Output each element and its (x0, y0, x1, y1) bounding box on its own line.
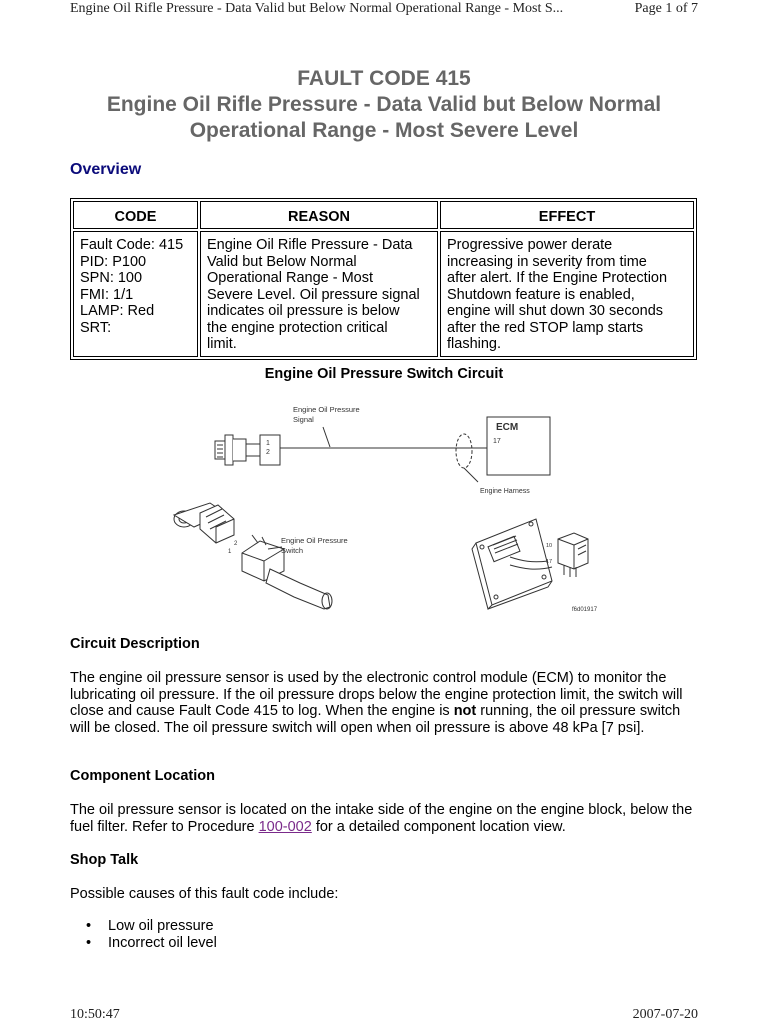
circuit-description-heading: Circuit Description (70, 636, 200, 652)
module-pin-top-label: 10 (546, 543, 553, 549)
possible-causes-list (70, 918, 217, 952)
table-header-row (73, 201, 694, 229)
effect-line: increasing in severity from time (447, 253, 647, 270)
code-line: Fault Code: 415 (80, 237, 184, 253)
print-date: 2007-07-20 (632, 1007, 698, 1022)
document-title (70, 66, 698, 144)
shop-talk-heading: Shop Talk (70, 852, 139, 868)
list-item: • Low oil pressure (70, 918, 217, 935)
overview-heading: Overview (70, 161, 142, 178)
signal-label-line-1: Engine Oil Pressure (293, 405, 360, 414)
reason-cell (200, 231, 438, 357)
circuit-description-text (70, 670, 700, 736)
code-line: LAMP: Red (80, 303, 155, 319)
reason-line: the engine protection critical (207, 319, 388, 336)
component-location-text-part-1: The oil pressure sensor is located on the intake side of the engine on the engine block, below the fuel filter. Refer to Procedure (70, 802, 693, 835)
print-footer (0, 1007, 768, 1024)
effect-line: engine will shut down 30 seconds (447, 303, 664, 319)
connector-pin-1-label: 1 (266, 440, 270, 447)
reason-line: Severe Level. Oil pressure signal (207, 286, 420, 303)
emphasis-not: not (453, 703, 477, 719)
reason-line: Operational Range - Most (207, 270, 374, 286)
print-time: 10:50:47 (70, 1007, 120, 1022)
reason-line: indicates oil pressure is below (207, 303, 400, 319)
effect-line: Shutdown feature is enabled, (447, 286, 635, 303)
circuit-description-text-part-1: The engine oil pressure sensor is used by the electronic control module (ECM) to monitor the lubricating oil pressure. If the oil pressure drops below the engine protection limit, the switch will close and cause Fault Code 415 to log. When the engine is (70, 670, 683, 719)
connector-pin-2-label: 2 (266, 449, 270, 456)
harness-ellipse (456, 434, 472, 468)
fault-code-title: FAULT CODE 415 (297, 67, 471, 90)
reason-line: limit. (207, 336, 237, 352)
shop-talk-intro: Possible causes of this fault code include: (70, 886, 339, 902)
reason-line: Engine Oil Rifle Pressure - Data (207, 237, 413, 253)
pressure-switch-part-illustration (174, 503, 238, 555)
column-header-reason: REASON (200, 201, 438, 229)
part-pin-2-label: 2 (234, 541, 238, 547)
diagram-caption: Engine Oil Pressure Switch Circuit (264, 366, 504, 382)
print-header-title: Engine Oil Rifle Pressure - Data Valid but Below Normal Operational Range - Most S... (70, 1, 564, 16)
fault-code-table (70, 198, 697, 360)
ecm-connector-illustration (546, 533, 588, 577)
code-cell (73, 231, 198, 357)
figure-id: f6d01917 (572, 607, 598, 613)
code-line: FMI: 1/1 (80, 286, 134, 303)
list-item: • Incorrect oil level (70, 935, 217, 952)
sensor-symbol (215, 435, 260, 465)
code-line: SPN: 100 (80, 270, 143, 286)
harness-leader-line (464, 468, 478, 482)
oil-pressure-switch-circuit-diagram (160, 395, 620, 620)
fault-title-line-3: Operational Range - Most Severe Level (189, 119, 579, 142)
component-location-text-part-2: for a detailed component location view. (311, 818, 566, 835)
circuit-description-text-part-2: running, the oil pressure switch will be closed. The oil pressure switch will open when oil pressure is above 48 kPa [7 psi]. (70, 703, 681, 736)
print-header (0, 0, 768, 20)
code-line: PID: P100 (80, 253, 147, 270)
effect-line: flashing. (447, 336, 502, 352)
effect-line: after the red STOP lamp starts (447, 319, 644, 336)
effect-line: after alert. If the Engine Protection (447, 270, 668, 286)
component-location-text (70, 802, 700, 835)
fault-title-line-2: Engine Oil Rifle Pressure - Data Valid but Below Normal (106, 93, 662, 116)
sensor-connector (260, 435, 280, 465)
column-header-effect: EFFECT (440, 201, 694, 229)
procedure-link[interactable]: 100-002 (258, 818, 312, 835)
switch-label-line-2: Switch (281, 546, 304, 555)
effect-cell (440, 231, 694, 357)
ecm-box (487, 417, 550, 475)
signal-leader-line (323, 427, 330, 447)
column-header-code: CODE (73, 201, 198, 229)
component-location-heading: Component Location (70, 768, 215, 784)
page-number: Page 1 of 7 (634, 1, 698, 16)
ecm-module-illustration (472, 519, 552, 609)
module-pin-bottom-label: 17 (546, 559, 553, 565)
signal-label-line-2: Signal (293, 415, 314, 424)
table-row (73, 231, 694, 357)
code-line: SRT: (80, 319, 112, 336)
harness-label: Engine Harness (480, 488, 530, 495)
effect-line: Progressive power derate (447, 237, 613, 253)
switch-label-line-1: Engine Oil Pressure (281, 536, 348, 545)
reason-line: Valid but Below Normal (207, 253, 357, 270)
ecm-pin-label: 17 (493, 438, 501, 445)
ecm-label: ECM (496, 422, 519, 433)
part-pin-1-label: 1 (228, 549, 232, 555)
